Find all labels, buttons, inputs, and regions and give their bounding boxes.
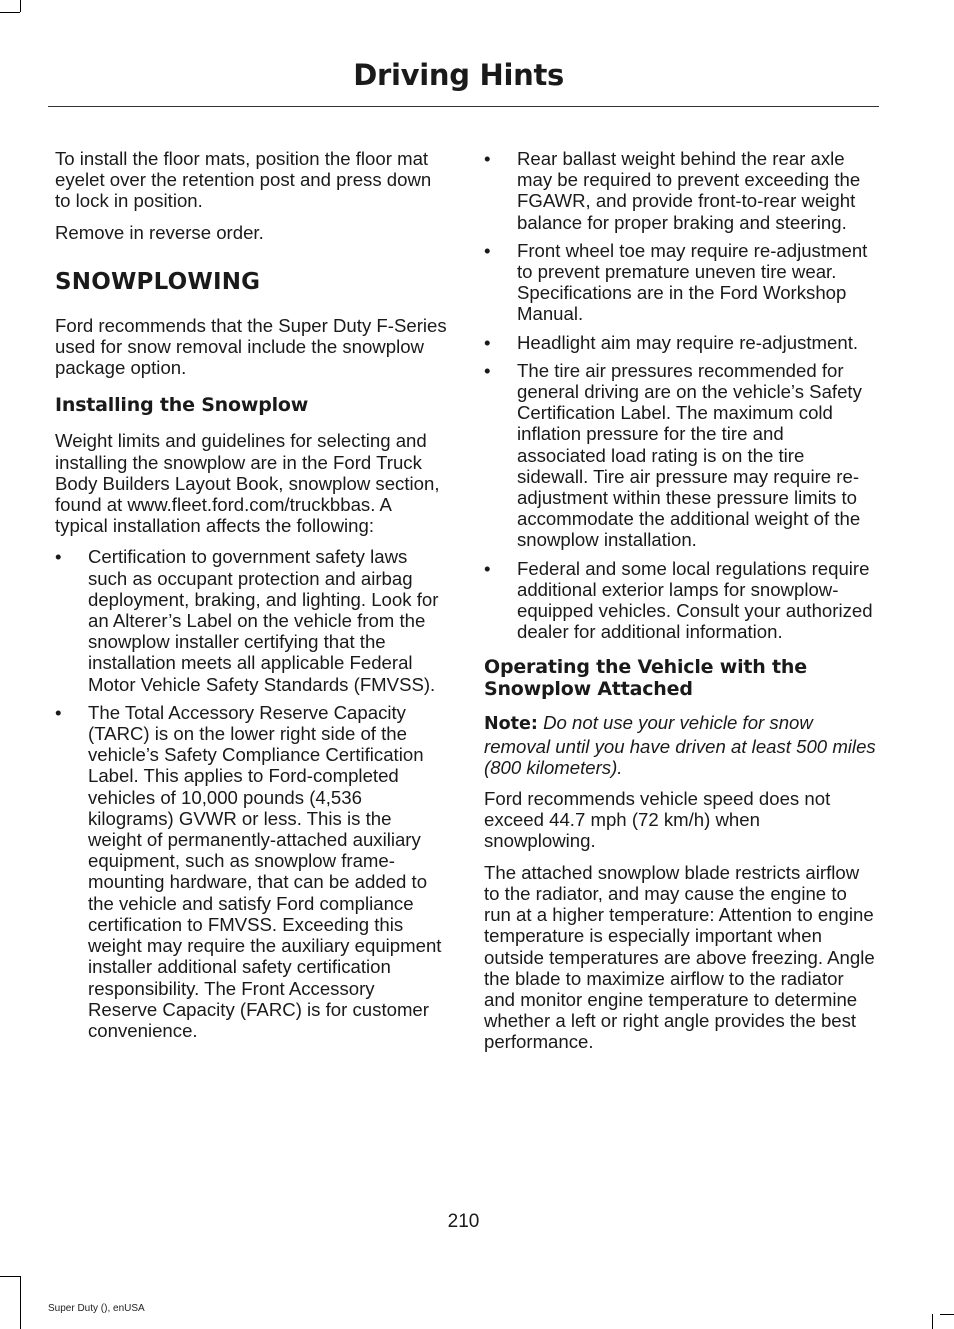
bullet-icon: • [484,359,491,381]
bullet-icon: • [55,701,62,723]
crop-mark-bottom-left-vertical [20,1276,21,1329]
title-divider [48,106,879,107]
installation-effects-bullet-list [484,148,876,642]
operating-paragraph: The attached snowplow blade restricts airflow to the radiator, and may cause the engine to run at a higher temperature: Attention to engine temperature is especially important when outside temperatures are above freezing. Angle the blade to maximize airflow to the radiator and monitor engine temperature to determine whether a left or right angle provides the best performance. [484,861,875,1053]
operating-paragraph: Ford recommends vehicle speed does not exceed 44.7 mph (72 km/h) when snowplowing. [484,788,831,852]
list-item [55,546,447,694]
installing-bullet-list [55,546,447,1041]
list-item-text: Certification to government safety laws such as occupant protection and airbag deployment, braking, and lighting. Look for an Alterer’s Label on the vehicle from the snowplow installer certifying that the installation meets all applicable Federal Motor Vehicle Safety Standards (FMVSS). [88,546,439,695]
intro-paragraph: To install the floor mats, position the floor mat eyelet over the retention post and press down to lock in position. [55,148,432,212]
note-text: Do not use your vehicle for snow removal until you have driven at least 500 miles (800 kilometers). [484,712,876,778]
bullet-icon: • [484,148,491,169]
list-item [484,332,876,353]
list-item-text: Front wheel toe may require re-adjustment to prevent premature uneven tire wear. Specifications are in the Ford Workshop Manual. [517,239,868,325]
subheading-installing: Installing the Snowplow [55,394,309,417]
section-heading: SNOWPLOWING [55,268,261,295]
list-item [55,702,447,1041]
note-label: Note: [484,714,538,735]
list-item-text: Headlight aim may require re-adjustment. [517,331,859,353]
list-item-text: The Total Accessory Reserve Capacity (TARC) is on the lower right side of the vehicle’s Safety Compliance Certification Label. This applies to Ford-completed vehicles of 10,000 pounds (4,536 kilograms) GVWR or less. This is the weight of permanently-attached auxiliary equipment, such as snowplow frame-mounting hardware, that can be added to the vehicle and satisfy Ford compliance certification to FMVSS. Exceeding this weight may require the auxiliary equipment installer additional safety certification responsibility. The Front Accessory Reserve Capacity (FARC) is for customer convenience. [88,701,442,1041]
bullet-icon: • [484,557,491,579]
left-column [55,148,447,1048]
crop-mark-top-left-horizontal [0,12,20,13]
installing-intro: Weight limits and guidelines for selecting and installing the snowplow are in the Ford Truck Body Builders Layout Book, snowplow section, found at www.fleet.ford.com/truckbbas. A typical installation affects the following: [55,430,440,537]
bullet-icon: • [55,546,62,568]
list-item-text: The tire air pressures recommended for general driving are on the vehicle’s Safety Certification Label. The maximum cold inflation pressure for the tire and associated load rating is on the tire sidewall. Tire air pressure may require re-adjustment within these pressure limits to accommodate the additional weight of the snowplow installation. [517,359,862,551]
list-item [484,240,876,325]
intro-paragraph: Remove in reverse order. [55,221,264,243]
bullet-icon: • [484,331,491,353]
crop-mark-bottom-right-vertical [932,1314,933,1329]
crop-mark-bottom-left-horizontal [0,1276,20,1277]
section-intro: Ford recommends that the Super Duty F-Series used for snow removal include the snowplow package option. [55,314,447,379]
list-item-text: Federal and some local regulations require additional exterior lamps for snowplow-equipped vehicles. Consult your authorized dealer for additional information. [517,557,873,643]
list-item [484,360,876,551]
list-item-text: Rear ballast weight behind the rear axle may be required to prevent exceeding the FGAWR, and provide front-to-rear weight balance for proper braking and steering. [517,148,861,233]
right-column [484,148,876,1063]
note [484,712,876,778]
subheading-operating: Operating the Vehicle with the Snowplow Attached [484,656,807,701]
bullet-icon: • [484,239,491,261]
footer-text: Super Duty (), enUSA [48,1303,145,1314]
page-number: 210 [447,1211,480,1232]
list-item [484,148,876,233]
crop-mark-top-left-vertical [20,0,21,12]
crop-mark-bottom-right-horizontal [940,1314,954,1315]
list-item [484,558,876,643]
page-title: Driving Hints [353,58,564,92]
